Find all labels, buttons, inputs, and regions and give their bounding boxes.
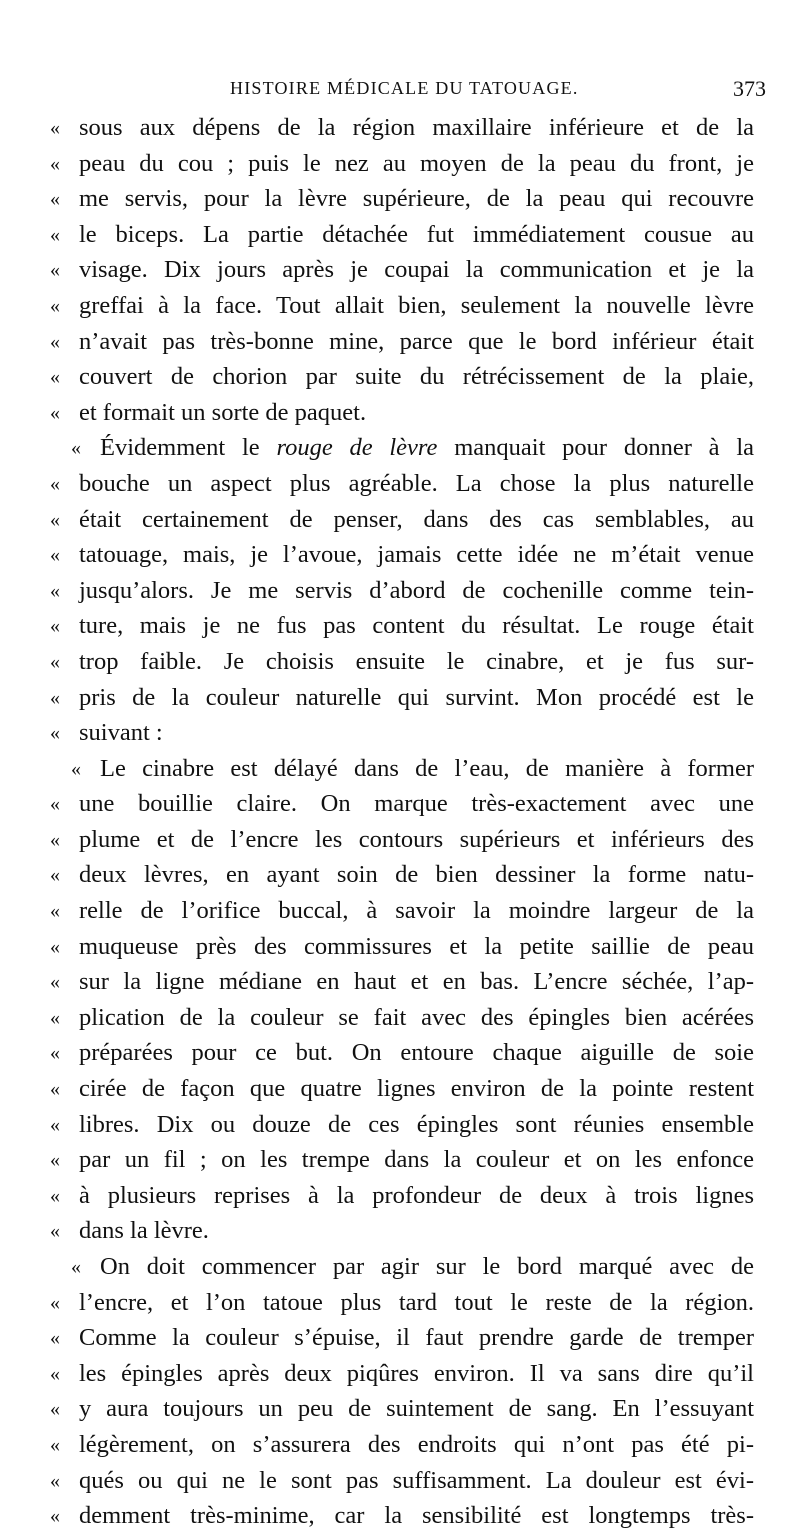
quote-mark: «: [50, 223, 60, 246]
line-text: bouche un aspect plus agréable. La chose la plus naturelle: [79, 469, 754, 497]
italic-phrase: rouge de lèvre: [276, 434, 438, 462]
line-text: et formait un sorte de paquet.: [79, 398, 367, 426]
text-line: [0, 648, 800, 684]
quote-mark: «: [50, 1184, 60, 1207]
line-text: sous aux dépens de la région maxillaire inférieure et de la: [79, 114, 754, 141]
text-line: [0, 1431, 800, 1467]
quote-mark: «: [50, 1113, 60, 1136]
line-text: me servis, pour la lèvre supérieure, de la peau qui recouvre: [79, 185, 754, 213]
line-text: Le cinabre est délayé dans de l’eau, de manière à former: [100, 754, 754, 782]
line-text: demment très-minime, car la sensibilité est longtemps très-: [79, 1502, 754, 1530]
line-text: peau du cou ; puis le nez au moyen de la peau du front, je: [79, 149, 754, 177]
line-text: jusqu’alors. Je me servis d’abord de cochenille comme tein-: [79, 576, 754, 604]
line-text-segment: Évidemment le: [100, 434, 277, 462]
line-text: qués ou qui ne le sont pas suffisamment. La douleur est évi-: [79, 1466, 754, 1494]
quote-mark: «: [50, 508, 60, 531]
quote-mark: «: [50, 330, 60, 353]
text-line: [0, 185, 800, 221]
text-line: [0, 328, 800, 364]
text-line: [0, 1039, 800, 1075]
quote-mark: «: [50, 1006, 60, 1029]
quote-mark: «: [50, 188, 60, 211]
quote-mark: «: [50, 401, 60, 424]
page-header: [60, 76, 766, 106]
quote-mark: «: [50, 1362, 60, 1385]
quote-mark: «: [50, 117, 60, 139]
quote-mark: «: [50, 259, 60, 282]
text-line: [0, 114, 800, 150]
quote-mark: «: [50, 1327, 60, 1350]
text-line: [0, 506, 800, 542]
text-line: [0, 1360, 800, 1396]
text-line: [0, 399, 800, 435]
quote-mark: «: [50, 650, 60, 673]
line-text: légèrement, on s’assurera des endroits qui n’ont pas été pi-: [79, 1430, 754, 1458]
line-text: couvert de chorion par suite du rétrécissement de la plaie,: [79, 363, 754, 391]
line-text: plication de la couleur se fait avec des épingles bien acérées: [79, 1003, 754, 1031]
line-text: deux lèvres, en ayant soin de bien dessiner la forme natu-: [79, 861, 754, 889]
line-text: par un fil ; on les trempe dans la couleur et on les enfonce: [79, 1146, 754, 1174]
quote-mark: «: [50, 152, 60, 175]
line-text: libres. Dix ou douze de ces épingles sont réunies ensemble: [79, 1110, 754, 1138]
line-text: n’avait pas très-bonne mine, parce que le bord inférieur était: [79, 327, 754, 355]
quote-mark: «: [50, 1078, 60, 1101]
text-line: [0, 1111, 800, 1147]
text-line: [0, 363, 800, 399]
text-line: [0, 434, 800, 470]
quote-mark: «: [50, 615, 60, 638]
quote-mark: «: [50, 1469, 60, 1492]
text-line: [0, 577, 800, 613]
text-line: [0, 1467, 800, 1503]
quote-mark: «: [50, 1042, 60, 1065]
line-text: Comme la couleur s’épuise, il faut prendre garde de tremper: [79, 1324, 754, 1352]
text-line: [0, 861, 800, 897]
line-text: cirée de façon que quatre lignes environ de la pointe restent: [79, 1075, 754, 1103]
text-line: [0, 1289, 800, 1325]
quote-mark: «: [71, 437, 81, 460]
line-text: visage. Dix jours après je coupai la communication et je la: [79, 256, 754, 284]
line-text: une bouillie claire. On marque très-exactement avec une: [79, 790, 754, 818]
text-line: [0, 221, 800, 257]
line-text: sur la ligne médiane en haut et en bas. L’encre séchée, l’ap-: [79, 968, 754, 996]
text-line: [0, 470, 800, 506]
text-line: [0, 612, 800, 648]
line-text: trop faible. Je choisis ensuite le cinabre, et je fus sur-: [79, 647, 754, 675]
text-line: [0, 1075, 800, 1111]
quote-mark: «: [50, 579, 60, 602]
text-line: [0, 719, 800, 755]
text-line: [0, 1395, 800, 1431]
line-text: On doit commencer par agir sur le bord marqué avec de: [100, 1253, 754, 1280]
text-line: [0, 897, 800, 933]
text-line: [0, 1004, 800, 1040]
line-text: ture, mais je ne fus pas content du résultat. Le rouge était: [79, 612, 754, 640]
quote-mark: «: [50, 1433, 60, 1456]
text-line: [0, 256, 800, 292]
quote-mark: «: [50, 722, 60, 745]
quote-mark: «: [71, 757, 81, 780]
text-line: [0, 1146, 800, 1182]
quote-mark: «: [71, 1256, 81, 1278]
quote-mark: «: [50, 686, 60, 709]
line-text: plume et de l’encre les contours supérieurs et inférieurs des: [79, 825, 754, 853]
text-line: [0, 1182, 800, 1218]
text-line: [0, 933, 800, 969]
quote-mark: «: [50, 1398, 60, 1421]
text-line: [0, 755, 800, 791]
quote-mark: «: [50, 1220, 60, 1243]
text-line: [0, 684, 800, 720]
line-text: muqueuse près des commissures et la petite saillie de peau: [79, 932, 754, 960]
quote-mark: «: [50, 1149, 60, 1172]
text-line: [0, 1324, 800, 1360]
quote-mark: «: [50, 366, 60, 389]
line-text-segment: manquait pour donner à la: [437, 434, 755, 462]
text-line: [0, 1253, 800, 1289]
line-text: pris de la couleur naturelle qui survint. Mon procédé est le: [79, 683, 754, 711]
quote-mark: «: [50, 294, 60, 317]
quote-mark: «: [50, 793, 60, 816]
line-text: y aura toujours un peu de suintement de sang. En l’essuyant: [79, 1395, 754, 1423]
text-line: [0, 826, 800, 862]
text-line: [0, 968, 800, 1004]
line-text: relle de l’orifice buccal, à savoir la moindre largeur de la: [79, 897, 754, 925]
running-title: HISTOIRE MÉDICALE DU TATOUAGE.: [230, 78, 579, 98]
line-text: préparées pour ce but. On entoure chaque aiguille de soie: [79, 1039, 754, 1067]
line-text: tatouage, mais, je l’avoue, jamais cette idée ne m’était venue: [79, 541, 754, 569]
quote-mark: «: [50, 544, 60, 567]
quote-mark: «: [50, 971, 60, 994]
quote-mark: «: [50, 1505, 60, 1528]
quote-mark: «: [50, 828, 60, 851]
body-text: [0, 114, 800, 1538]
line-text: le biceps. La partie détachée fut immédiatement cousue au: [79, 220, 754, 248]
text-line: [0, 292, 800, 328]
line-text: les épingles après deux piqûres environ. Il va sans dire qu’il: [79, 1359, 754, 1387]
text-line: [0, 1502, 800, 1538]
line-text: [100, 434, 754, 462]
text-line: [0, 1217, 800, 1253]
line-text: à plusieurs reprises à la profondeur de deux à trois lignes: [79, 1181, 754, 1209]
quote-mark: «: [50, 864, 60, 887]
quote-mark: «: [50, 935, 60, 958]
text-line: [0, 790, 800, 826]
text-line: [0, 541, 800, 577]
line-text: était certainement de penser, dans des cas semblables, au: [79, 505, 754, 533]
quote-mark: «: [50, 472, 60, 495]
line-text: greffai à la face. Tout allait bien, seulement la nouvelle lèvre: [79, 291, 754, 319]
text-line: [0, 150, 800, 186]
line-text: dans la lèvre.: [79, 1217, 209, 1245]
page-number: 373: [733, 76, 766, 101]
line-text: suivant :: [79, 719, 163, 747]
quote-mark: «: [50, 900, 60, 923]
line-text: l’encre, et l’on tatoue plus tard tout le reste de la région.: [79, 1288, 754, 1316]
quote-mark: «: [50, 1291, 60, 1314]
